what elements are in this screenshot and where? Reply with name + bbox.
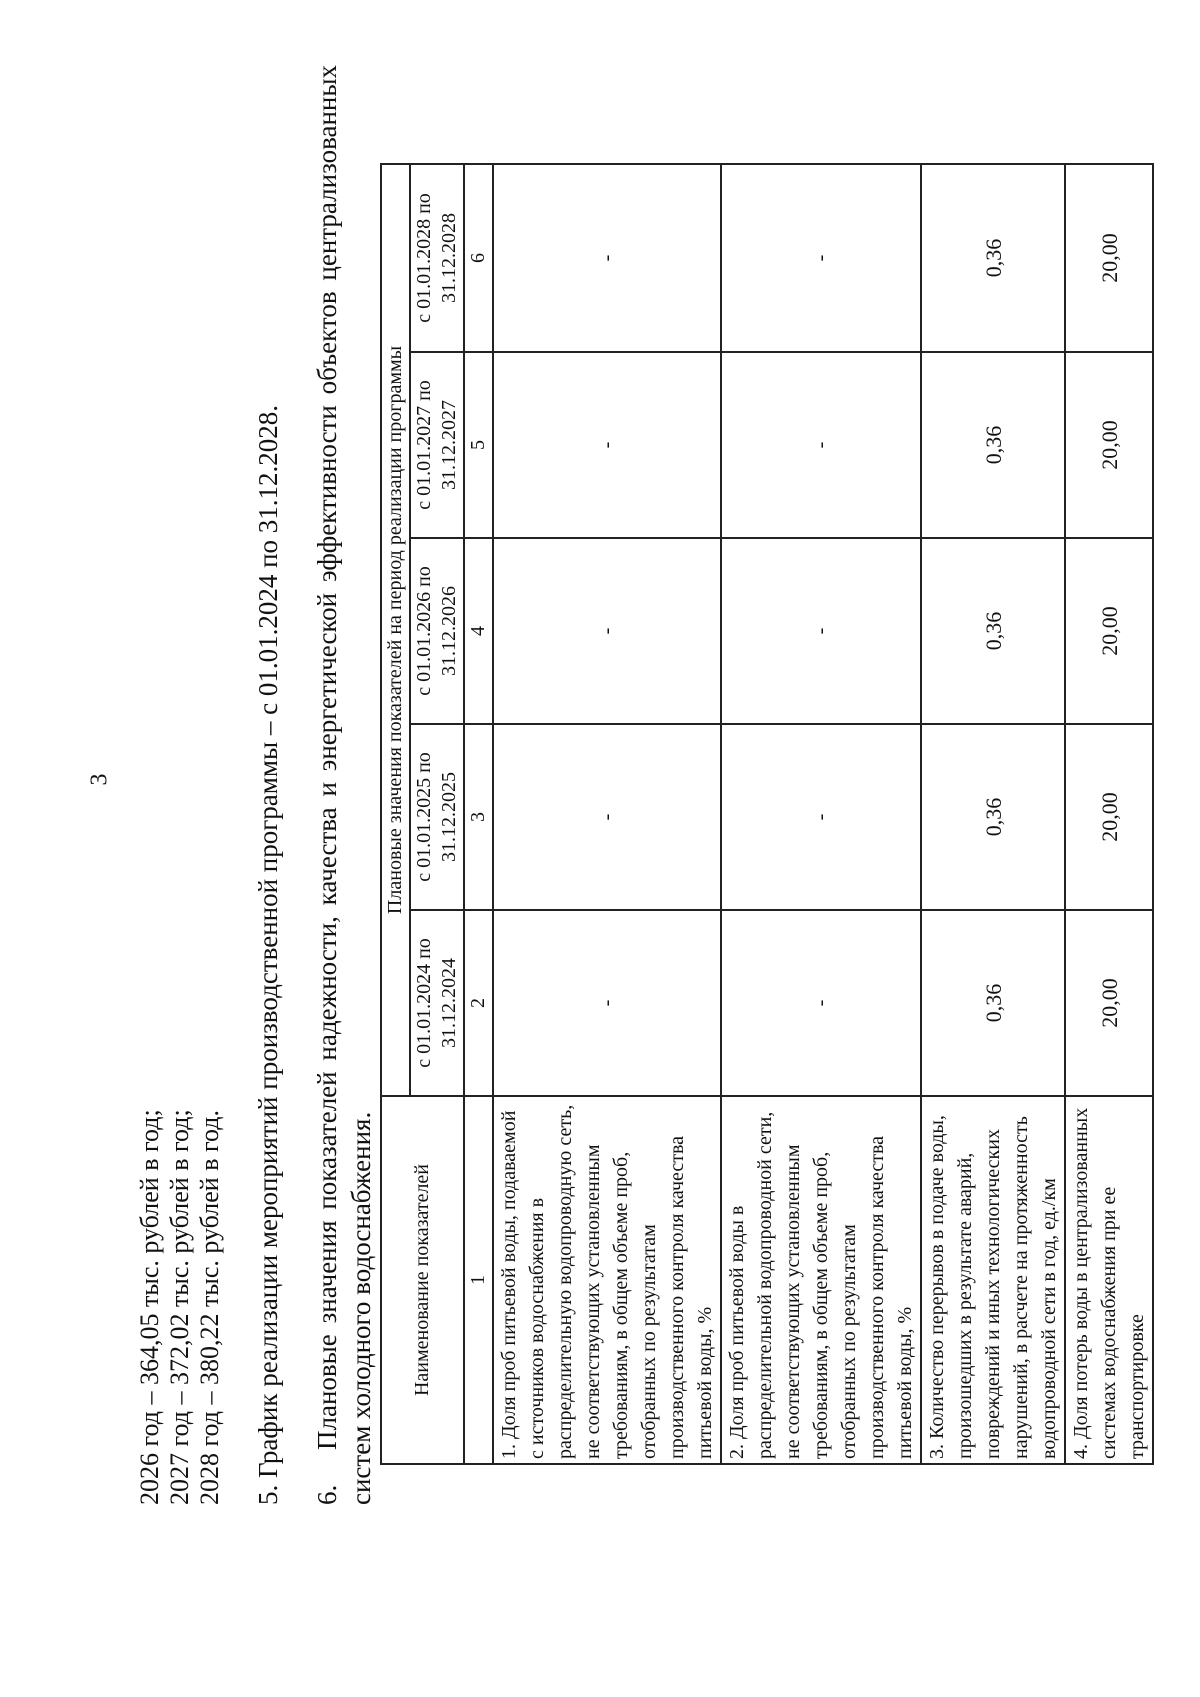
header-period-2024: с 01.01.2024 по 31.12.2024 xyxy=(410,910,464,1096)
indicators-table xyxy=(380,163,1154,1465)
header-planned-values: Плановые значения показателей на период реализации программы xyxy=(381,164,410,1096)
indicator-name: 1. Доля проб питьевой воды, подаваемой с источников водоснабжения в распределительную водопроводную сеть, не соответствующих установленным требованиям, в общем объеме проб, отобранных по результатам производственного контроля качества питьевой воды, % xyxy=(493,1096,721,1464)
indicator-value: - xyxy=(493,538,721,724)
indicator-value: - xyxy=(721,164,921,352)
indicator-value: 0,36 xyxy=(921,724,1065,910)
budget-line-2027: 2027 год – 372,02 тыс. рублей в год; xyxy=(165,1109,194,1505)
indicator-value: - xyxy=(721,538,921,724)
column-number: 4 xyxy=(464,538,493,724)
table-header-row xyxy=(381,164,410,1464)
indicator-value: 0,36 xyxy=(921,164,1065,352)
budget-line-2026: 2026 год – 364,05 тыс. рублей в год; xyxy=(135,1109,164,1505)
indicator-value: 0,36 xyxy=(921,910,1065,1096)
column-number: 6 xyxy=(464,164,493,352)
indicator-value: 20,00 xyxy=(1065,910,1153,1096)
table-column-number-row xyxy=(464,164,493,1464)
budget-line-2028: 2028 год – 380,22 тыс. рублей в год. xyxy=(195,1110,224,1505)
indicator-value: 0,36 xyxy=(921,352,1065,538)
header-period-2027: с 01.01.2027 по 31.12.2027 xyxy=(410,352,464,538)
indicator-name: 2. Доля проб питьевой воды в распределительной водопроводной сети, не соответствующих установленным требованиям, в общем объеме проб, отобранных по результатам производственного контроля качества питьевой воды, % xyxy=(721,1096,921,1464)
table-row xyxy=(493,164,721,1464)
column-number: 2 xyxy=(464,910,493,1096)
section-5-heading: 5. График реализации мероприятий производственной программы – с 01.01.2024 по 31.12.2028. xyxy=(253,404,283,1505)
table-row xyxy=(921,164,1065,1464)
indicator-name: 3. Количество перерывов в подаче воды, произошедших в результате аварий, повреждений и иных технологических нарушений, в расчете на протяженность водопроводной сети в год, ед./км xyxy=(921,1096,1065,1464)
indicator-value: - xyxy=(721,724,921,910)
indicator-value: 0,36 xyxy=(921,538,1065,724)
indicator-value: 20,00 xyxy=(1065,352,1153,538)
indicator-value: - xyxy=(493,164,721,352)
indicator-value: 20,00 xyxy=(1065,164,1153,352)
indicator-value: - xyxy=(493,724,721,910)
indicator-value: 20,00 xyxy=(1065,724,1153,910)
section-6-number: 6. xyxy=(312,1484,342,1505)
indicator-value: - xyxy=(493,352,721,538)
section-6-text: Плановые значения показателей надежности, качества и энергетической эффективности объектов централизованных систем холодного водоснабжения. xyxy=(312,65,376,1505)
header-period-2026: с 01.01.2026 по 31.12.2026 xyxy=(410,538,464,724)
indicator-name: 4. Доля потерь воды в централизованных системах водоснабжения при ее транспортировке xyxy=(1065,1096,1153,1464)
section-6-heading xyxy=(310,65,378,1505)
indicator-value: - xyxy=(493,910,721,1096)
indicator-value: - xyxy=(721,910,921,1096)
rotated-content xyxy=(135,0,1200,1505)
column-number: 1 xyxy=(464,1096,493,1464)
table-row xyxy=(721,164,921,1464)
indicator-value: - xyxy=(721,352,921,538)
table-row xyxy=(1065,164,1153,1464)
header-period-2025: с 01.01.2025 по 31.12.2025 xyxy=(410,724,464,910)
header-indicator-name: Наименование показателей xyxy=(381,1096,464,1464)
column-number: 3 xyxy=(464,724,493,910)
header-period-2028: с 01.01.2028 по 31.12.2028 xyxy=(410,164,464,352)
page-number: 3 xyxy=(86,773,113,786)
column-number: 5 xyxy=(464,352,493,538)
indicator-value: 20,00 xyxy=(1065,538,1153,724)
